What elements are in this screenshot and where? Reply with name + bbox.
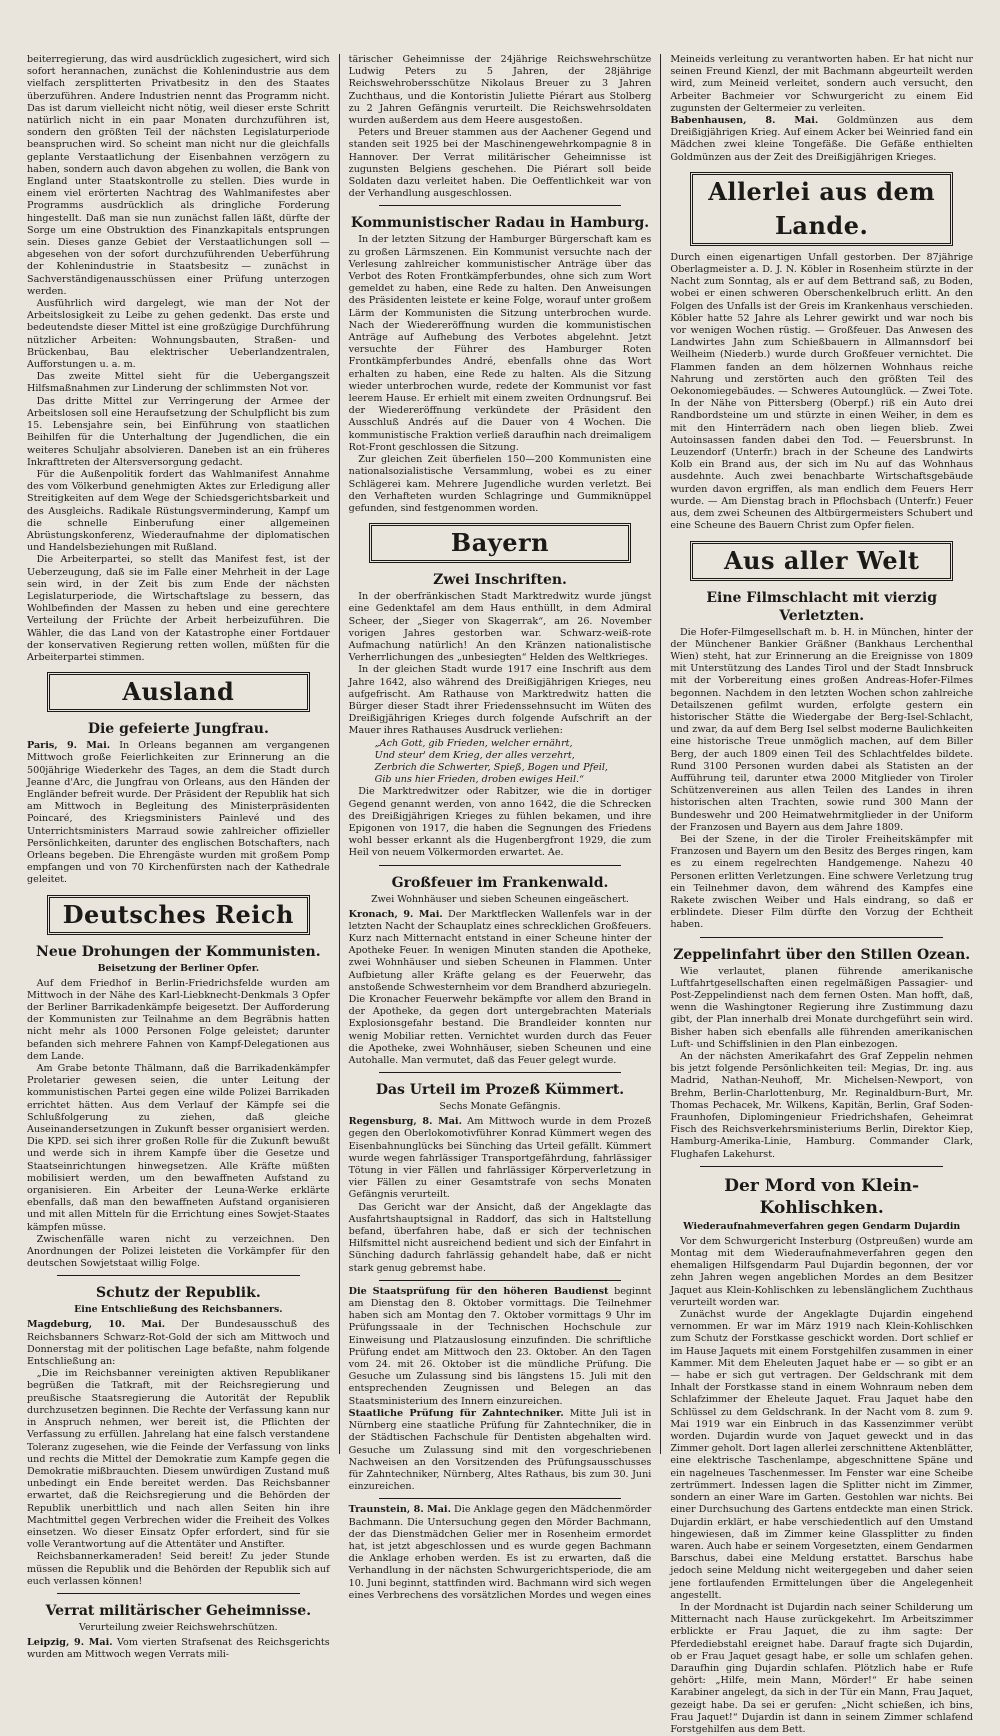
column-right (660, 54, 982, 1735)
paragraph-text: Zunächst wurde der Angeklagte Dujardin eingehend vernommen. Er war im März 1919 nach Klein-Kohlischken zum Schutz der Forstkasse geschickt worden. Dort schlief er im Hause Jaquets mit einem Forstgehilfen zusammen in einer Kammer. Mit dem Eheleuten Jaquet habe er — so gibt er an — habe er sich gut vertragen. Der Geldschrank mit dem Inhalt der Forstkasse stand in einem Wohnraum neben dem Schlafzimmer der Eheleute Jaquet. Frau Jaquet habe den Schlüssel zu dem Geldschrank. In der Nacht vom 8. zum 9. Mai 1919 war ein Einbruch in das Kassenzimmer verübt worden. Dujardin wurde von Jaquet geweckt und in das Zimmer geholt. Dort lagen allerlei zerschnittene Aktenblätter, eine elektrische Taschenlampe, abgeschnittene Späne und ein nagelneues Taschenmesser. Im Fenster war eine Scheibe zertrümmert. Indessen lagen die Splitter nicht im Zimmer, sondern an einer Ware im Garten. Gestohlen war nichts. Bei einer Durchsuchung des Gartens entdeckte man einen Strick. Dujardin erklärt, er habe verschiedentlich auf den Umstand hingewiesen, daß im Zimmer keine Glassplitter zu finden waren. Auch habe er seinem Vorgesetzten, einem Gendarmen Barschus, dabei eine Meldung erstattet. Barschus habe jedoch seine Meldung nicht weitergegeben und daher seien jene fortlaufenden Ermittelungen über die Angelegenheit angestellt. (670, 1309, 974, 1601)
verse-line: Zerbrich die Schwerter, Spieß, Bogen und Pfeil, (374, 761, 608, 773)
paragraph-text: tärischer Geheimnisse der 24jährige Reichswehrschütze Ludwig Peters zu 5 Jahren, der 28jährige Reichswehrobersschütze Nikolaus Breuer zu 3 Jahren Zuchthaus, und die Kontoristin Juliette Piérart aus Stolberg zu 2 Jahren Gefängnis verurteilt. Die Reichswehrsoldaten wurden außerdem aus dem Heere ausgestoßen. (348, 54, 652, 127)
paragraph-text: Der Marktflecken Wallenfels war in der letzten Nacht der Schauplatz eines schrecklichen Großfeuers. Kurz nach Mitternacht entstand in einer Scheune hinter der Apotheke Feuer. In wenigen Minuten standen die Apotheke, zwei Wohnhäuser und sieben Scheunen in Flammen. Unter Aufbietung aller Kräfte gelang es der Feuerwehr, das anstoßende Schwesternheim vor dem Brandherd abzuriegeln. Die Kronacher Feuerwehr bekämpfte vor allem den Brand in der Apotheke, da gegen dort untergebrachten Materials Explosionsgefahr bestand. Die Brandleider konnten nur wenig Mobiliar retten. Vernichtet wurden durch das Feuer die Apotheke, zwei Wohnhäuser, sieben Scheunen und eine Autohalle. Man vermutet, daß das Feuer gelegt wurde. (348, 908, 652, 1067)
article-paragraph (670, 54, 973, 115)
article-subheadline: Sechs Monate Gefängnis. (439, 1101, 561, 1113)
paragraph-text: Mitte Juli ist in Nürnberg eine staatliche Prüfung für Zahntechniker, die in der Städtischen Fachschule für Dentisten abgehalten wird. Gesuche um Zulassung sind mit den vorgeschriebenen Nachweisen an den Vorsitzenden des Prüfungsausschusses für Zahntechniker, Nürnberg, Altes Rathaus, bis zum 30. Juni einzureichen. (348, 1407, 652, 1493)
paragraph-text: Zur gleichen Zeit überfielen 150—200 Kommunisten eine nationalsozialistische Versammlung, wobei es zu einer Schlägerei kam. Mehrere Jugendliche wurden verletzt. Bei den Verhafteten wurden Schlagringe und Gummiknüppel gefunden, sind festgenommen worden. (348, 454, 652, 514)
paragraph-text: Am Mittwoch wurde in dem Prozeß gegen den Oberlokomotivführer Konrad Kümmert wegen des Eisenbahnunglücks bei Sünching das Urteil gefällt. Kümmert wurde wegen fahrlässiger Transportgefährdung, fahrlässiger Tötung in vier Fällen und fahrlässiger Körperverletzung in vier Fällen zu einer Gesamtstrafe von sechs Monaten Gefängnis verurteilt. (348, 1116, 652, 1201)
dateline: Die Staatsprüfung für den höheren Baudienst (348, 1285, 609, 1297)
paragraph-text: Vom vierten Strafsenat des Reichsgerichts wurden am Mittwoch wegen Verrats mili- (27, 1636, 330, 1661)
article-headline: Großfeuer im Frankenwald. (391, 874, 609, 891)
article-paragraph (349, 1504, 652, 1602)
section-heading: Aus aller Welt (690, 541, 953, 581)
article-paragraph (27, 978, 330, 1063)
dateline: Kronach, 9. Mai. (348, 908, 443, 920)
article-paragraph (27, 1234, 330, 1271)
article-divider (700, 937, 943, 938)
paragraph-text: Die Arbeiterpartei, so stellt das Manifest fest, ist der Ueberzeugung, daß sie im Falle einer Mehrheit in der Lage sein wird, in der Zeit bis zum Ende der nächsten Legislaturperiode, die Wirtschaftslage zu bessern, das Wohlbefinden der Massen zu heben und eine gerechtere Verteilung der Früchte der Arbeit herbeizuführen. Die Wähler, die das Land von der Katastrophe einer Fortdauer der konservativen Regierung retten wollen, müßten für die Arbeiterpartei stimmen. (27, 554, 330, 663)
article-paragraph (27, 469, 330, 554)
article-paragraph (349, 1202, 652, 1275)
verse-line: Gib uns hier Frieden, droben ewiges Heil.“ (374, 774, 585, 786)
article-paragraph (670, 115, 973, 164)
article-paragraph (27, 1637, 330, 1661)
article-paragraph (670, 627, 973, 834)
paragraph-text: Das Gericht war der Ansicht, daß der Angeklagte das Ausfahrtshauptsignal in Raddorf, das sich in Haltstellung befand, überfahren habe, daß er sich der technischen Hilfsmittel nicht ausreichend bedient und sich der Einfahrt in Sünching dadurch fahrlässig gehandelt habe, daß er nicht stark genug gebremst habe. (348, 1201, 652, 1274)
article-headline: Neue Drohungen der Kommunisten. (36, 943, 321, 960)
article-headline: Schutz der Republik. (95, 1285, 261, 1302)
dateline: Regensburg, 8. Mai. (348, 1116, 462, 1128)
paragraph-text: Vor dem Schwurgericht Insterburg (Ostpreußen) wurde am Montag mit dem Wiederaufnahmeverfahren gegen den ehemaligen Hilfsgendarm Paul Dujardin begonnen, der vor zehn Jahren wegen angeblichen Mordes an dem Besitzer Jaquet aus Klein-Kohlischken zu lebenslänglichem Zuchthaus verurteilt worden war. (670, 1235, 974, 1308)
article-divider (379, 205, 622, 206)
article-paragraph (27, 1063, 330, 1234)
article-paragraph (349, 591, 652, 664)
article-headline: Verrat militärischer Geheimnisse. (45, 1602, 312, 1619)
article-paragraph (349, 1116, 652, 1201)
article-paragraph (27, 554, 330, 664)
article-paragraph (27, 371, 330, 395)
article-divider (57, 1275, 300, 1276)
paragraph-text: Das zweite Mittel sieht für die Uebergangszeit Hilfsmaßnahmen zur Linderung der schlimmsten Not vor. (27, 371, 330, 395)
article-paragraph (670, 966, 973, 1051)
article-divider (379, 1072, 622, 1073)
dateline: Leipzig, 9. Mai. (27, 1636, 113, 1648)
article-paragraph (670, 834, 973, 932)
dateline: Babenhausen, 8. Mai. (670, 115, 819, 127)
article-paragraph (349, 786, 652, 859)
paragraph-text: Die Hofer-Filmgesellschaft m. b. H. in München, hinter der der Münchener Bankier Gräßner (Bankhaus Lerchenthal Wien) steht, hat zur Erinnerung an die Ereignisse von 1809 mit Unterstützung des Landes Tirol und der Stadt Innsbruck mit der Vorbereitung eines großen Andreas-Hofer-Filmes begonnen. Nachdem in den letzten Wochen schon zahlreiche Detailszenen gefilmt wurden, erfolgte gestern ein historischer Stätte die Wiedergabe der Berg-Isel-Schlacht, und zwar, da auf dem Berg Isel selbst moderne Baulichkeiten eine historische Treue unmöglich machen, auf dem Biller Berg, der auch 1809 einen Teil des Schlachtfeldes bildete. Rund 3100 Personen wurden dabei als Statisten an der Aufführung teil, darunter etwa 2000 Mitglieder von Tiroler Schützenvereinen aus allen Teilen des Landes in ihren historischen alten Trachten, sowie rund 300 Mann der Bundeswehr und 200 Heimatwehrmitglieder in der Uniform der Franzosen und Bayern aus dem Jahre 1809. (670, 626, 974, 833)
paragraph-text: Zwischenfälle waren nicht zu verzeichnen. Den Anordnungen der Polizei leisteten die Vorkämpfer für den deutschen Sowjetstaat willig Folge. (27, 1233, 330, 1270)
article-headline: Der Mord von Klein-Kohlischken. (724, 1175, 920, 1218)
paragraph-text: Bei der Szene, in der die Tiroler Freiheitskämpfer mit Franzosen und Bayern um den Besitz des Berges ringen, kam es zu einem regelrechten Handgemenge. Nahezu 40 Personen erlitten Verletzungen. Eine schwere Verletzung trug ein Teilnehmer davon, dem während des Kampfes eine Rakete zwischen Weiber und Hals eindrang, so daß er erblindete. Dieser Film dürfte den Vorzug der Echtheit haben. (670, 833, 974, 931)
paragraph-text: Peters und Breuer stammen aus der Aachener Gegend und standen seit 1925 bei der Maschinengewehrkompagnie 8 in Hannover. Der Verrat militärischer Geheimnisse ist zugunsten Belgiens geschehen. Die Piérart soll beide Soldaten dazu verleitet haben. Die Oeffentlichkeit war von der Verhandlung ausgeschlossen. (348, 127, 652, 200)
article-paragraph (27, 1551, 330, 1588)
article-divider (379, 1280, 622, 1281)
dateline: Staatliche Prüfung für Zahntechniker. (348, 1407, 564, 1419)
article-paragraph (349, 1408, 652, 1493)
article-paragraph (670, 1602, 973, 1736)
article-paragraph (27, 298, 330, 371)
article-paragraph (349, 664, 652, 737)
paragraph-text: Für die Außenpolitik fordert das Wahlmanifest Annahme des vom Völkerbund genehmigten Aktes zur Erledigung aller Streitigkeiten auf dem Wege der Schiedsgerichtsbarkeit und des Ausgleichs. Radikale Rüstungsverminderung, Kampf um die schnelle Einberufung einer allgemeinen Abrüstungskonferenz, Wiederaufnahme der diplomatischen und Handelsbeziehungen mit Rußland. (27, 468, 330, 554)
article-paragraph (670, 252, 973, 533)
paragraph-text: Das dritte Mittel zur Verringerung der Armee der Arbeitslosen soll eine Heraufsetzung der Schulpflicht bis zum 15. Lebensjahre sein, bei Einführung von staatlichen Beihilfen für die Unterhaltung der Jugendlichen, die ein weiteres Schuljahr absolvieren. Daneben ist an ein früheres Inkrafttreten der Altersversorgung gedacht. (27, 395, 330, 468)
article-subheadline: Beisetzung der Berliner Opfer. (97, 962, 260, 974)
paragraph-text: Ausführlich wird dargelegt, wie man der Not der Arbeitslosigkeit zu Leibe zu gehen gedenkt. Das erste und bedeutendste dieser Mittel ist eine großzügige Durchführung nützlicher Arbeiten: Wohnungsbauten, Straßen- und Brückenbau, Bau elektrischer Ueberlandzentralen, Aufforstungen u. a. m. (27, 298, 330, 371)
article-subheadline: Wiederaufnahmeverfahren gegen Gendarm Dujardin (683, 1220, 961, 1232)
section-heading: Deutsches Reich (47, 895, 310, 935)
paragraph-text: Der Bundesausschuß des Reichsbanners Schwarz-Rot-Gold der sich am Mittwoch und Donnerstag mit der politischen Lage befaßte, nahm folgende Entschließung an: (27, 1319, 330, 1368)
column-middle (339, 54, 661, 1601)
article-headline: Eine Filmschlacht mit vierzig Verletzten. (706, 589, 937, 624)
article-divider (57, 1593, 300, 1594)
article-paragraph (27, 1368, 330, 1551)
article-paragraph (670, 1236, 973, 1309)
article-paragraph (27, 1319, 330, 1368)
paragraph-text: Goldmünzen aus dem Dreißigjährigen Krieg. Auf einem Acker bei Weinried fand ein Mädchen zwei kleine Tongefäße. Die Gefäße enthielten Goldmünzen aus der Zeit des Dreißigjährigen Krieges. (670, 115, 974, 163)
paragraph-text: Auf dem Friedhof in Berlin-Friedrichsfelde wurden am Mittwoch in der Nähe des Karl-Liebknecht-Denkmals 3 Opfer der Berliner Barrikadenkämpfe beigesetzt. Der Aufforderung der Kommunisten zur Teilnahme an dem Begräbnis hatten nicht mehr als 1000 Personen Folge geleistet; darunter befanden sich mehrere Fahnen von Kampf-Delegationen aus dem Lande. (27, 977, 330, 1062)
article-paragraph (349, 909, 652, 1068)
article-headline: Zeppelinfahrt über den Stillen Ozean. (673, 946, 971, 963)
paragraph-text: An der nächsten Amerikafahrt des Graf Zeppelin nehmen bis jetzt folgende Persönlichkeiten teil: Megias, Dr. ing. aus Madrid, Nathan-Neuhoff, Mr. Michelsen-Newport, von Brehm, Berlin-Charlottenburg, Mr. Reginaldburn-Burt, Mr. Thomas Pechacek, Mr. Wilkens, Kapitän, Berlin, Graf Soden-Fraunhofen, Diplomingenieur Friedrichshafen, Geheimrat Fisch des Reichsverkehrsministeriums Berlin, Direktor Kiep, Hamburg-Amerika-Linie, Hamburg. Commander Clark, Flughafen Lakehurst. (670, 1051, 974, 1160)
article-headline: Zwei Inschriften. (433, 572, 567, 589)
section-heading: Ausland (47, 672, 310, 712)
paragraph-text: Reichsbannerkameraden! Seid bereit! Zu jeder Stunde müssen die Republik und die Behörden der Republik sich auf euch verlassen können! (27, 1551, 330, 1587)
paragraph-text: Durch einen eigenartigen Unfall gestorben. Der 87jährige Oberlagmeister a. D. J. N. Köbler in Rosenheim stürzte in der Nacht zum Sonntag, als er auf dem Bettrand saß, zu Boden, wobei er einen schweren Oberschenkelbruch erlitt. An den Folgen des Unfalls ist der Greis im Krankenhaus verschieden. Köbler hatte 52 Jahre als Lehrer gewirkt und war noch bis vor wenigen Wochen rüstig. — Großfeuer. Das Anwesen des Landwirtes Jahn zum Schießbauern in Allmannsdorf bei Weilheim (Niederb.) wurde durch Großfeuer vernichtet. Die Flammen fanden an dem hölzernen Wohnhaus reiche Nahrung und zerstörten auch den größten Teil des Oekonomiegebäudes. — Schweres Autounglück. — Zwei Tote. In der Nähe von Pittersberg (Oberpf.) riß ein Auto drei Randbordsteine um und stürzte in einen Weiher, in dem es mit den Hinterrädern nach oben liegen blieb. Zwei Autoinsassen fanden dabei den Tod. — Feuersbrunst. In Leuzendorf (Unterfr.) brach in der Scheune des Landwirts Kolb ein Brand aus, der sich im Nu auf das Wohnhaus ausdehnte. Auch zwei benachbarte Wirtschaftsgebäude wurden davon ergriffen, als man endlich dem Feuers Herr wurde. — Am Dienstag brach in Pflochsbach (Unterfr.) Feuer aus, dem zwei Scheunen des Altbürgermeisters Schubert und eine Scheune des Bauern Christ zum Opfer fielen. (670, 251, 974, 532)
article-headline: Kommunistischer Radau in Hamburg. (350, 215, 650, 232)
article-subheadline: Zwei Wohnhäuser und sieben Scheunen eingeäschert. (371, 893, 629, 905)
article-subheadline: Eine Entschließung des Reichsbanners. (74, 1304, 283, 1316)
verse-line: „Ach Gott, gib Frieden, welcher ernährt, (374, 737, 573, 749)
section-heading: Bayern (369, 523, 632, 563)
dateline: Paris, 9. Mai. (27, 740, 111, 752)
paragraph-text: In der gleichen Stadt wurde 1917 eine Inschrift aus dem Jahre 1642, also während des Dreißigjährigen Krieges, neu aufgefrischt. Am Rathause von Marktredwitz hatten die Bürger dieser Stadt ihrer Friedenssehnsucht im Wüten des Dreißigjährigen Krieges durch folgende Aufschrift an der Mauer ihres Rathauses Ausdruck verliehen: (348, 664, 652, 737)
article-divider (700, 1166, 943, 1167)
paragraph-text: Am Grabe betonte Thälmann, daß die Barrikadenkämpfer Proletarier gewesen seien, die unter Leitung der kommunistischen Partei gegen eine wilde Polizei Barrikaden errichtet hätten. Aus dem Verlauf der Kämpfe sei die Schlußfolgerung zu ziehen, daß gleiche Auseinandersetzungen in Zukunft besser organisiert werden. Die KPD. sei sich ihrer großen Rolle für die Zukunft bewußt und werde sich in ihrem Kampfe über die Gesetze und Staatseinrichtungen hinwegsetzen. Alle Kräfte müßten mobilisiert werden, um den bewaffneten Aufstand zu organisieren. Ein Arbeiter der Leuna-Werke erklärte ebenfalls, daß man den bewaffneten Aufstand organisieren und mit allen Mitteln für die Errichtung eines Sowjet-Staates kämpfen müsse. (27, 1063, 330, 1233)
article-paragraph (349, 127, 652, 200)
article-divider (379, 865, 622, 866)
paragraph-text: Die Anklage gegen den Mädchenmörder Bachmann. Die Untersuchung gegen den Mörder Bachmann, der das Dienstmädchen Gelier mer in Rosenheim ermordet hat, ist jetzt abgeschlossen und es wurde gegen Bachmann die Anklage erhoben werden. Es ist zu erwarten, daß die Verhandlung in der nächsten Schwurgerichtsperiode, die am 10. Juni beginnt, stattfinden wird. Bachmann wird sich wegen eines Verbrechens des vorsätzlichen Mordes und wegen eines (348, 1504, 652, 1601)
article-paragraph (349, 1286, 652, 1408)
article-paragraph (349, 54, 652, 127)
article-paragraph (670, 1309, 973, 1602)
column-left (18, 54, 339, 1661)
paragraph-text: beginnt am Dienstag den 8. Oktober vormittags. Die Teilnehmer haben sich am Montag den 7. Oktober vormittags 9 Uhr im Prüfungssaale in der Technischen Hochschule zur Einweisung und Platzauslosung einzufinden. Die schriftliche Prüfung endet am Mittwoch den 23. Oktober. An den Tagen vom 24. mit 26. Oktober ist die mündliche Prüfung. Die Gesuche um Zulassung sind bis längstens 15. Juli mit den entsprechenden Zeugnissen und Belegen an das Staatsministerium des Innern einzureichen. (348, 1285, 652, 1407)
article-paragraph (349, 454, 652, 515)
paragraph-text: In der oberfränkischen Stadt Marktredwitz wurde jüngst eine Gedenktafel am dem Haus enthüllt, in dem Admiral Scheer, der „Sieger von Skagerrak“, am 26. November vorigen Jahres gestorben war. Schwarz-weiß-rote Aufmachung natürlich! An den Kränzen nationalistische Verherrlichungen des „unbesiegten“ Helden des Weltkrieges. (348, 591, 652, 664)
article-paragraph (27, 54, 330, 298)
paragraph-text: Die Marktredwitzer oder Rabitzer, wie die in dortiger Gegend genannt werden, von anno 1642, die die Schrecken des Dreißigjährigen Krieges zu fühlen bekamen, und ihre Epigonen von 1917, die haben die Segnungen des Friedens wohl besser erkannt als die Hugenbergfront 1929, die zum Heil von neuem Völkermorden erwartet. Ae. (348, 786, 652, 859)
paragraph-text: In Orleans begannen am vergangenen Mittwoch große Feierlichkeiten zur Erinnerung an die 500jährige Wiederkehr des Tages, an dem die Stadt durch Jeanne d'Arc, die Jungfrau von Orleans, aus den Händen der Engländer befreit wurde. Der Präsident der Republik hat sich am Mittwoch in Begleitung des Ministerpräsidenten Poincaré, des Kriegsministers Painlevé und des Unterrichtsministers Marraud sowie zahlreicher offizieller Persönlichkeiten, darunter des englischen Botschafters, nach Orleans begeben. Die Ehrengäste wurden mit großem Pomp empfangen und von 70 Kirchenfürsten nach der Kathedrale geleitet. (27, 740, 330, 886)
article-paragraph (27, 740, 330, 886)
paragraph-text: Meineids verleitung zu verantworten haben. Er hat nicht nur seinen Freund Kienzl, der mit Bachmann abgeurteilt werden wird, zum Meineid verleitet, sondern auch versucht, den Arbeiter Bachmeier vor Schwurgericht zu einem Eid zugunsten der Geltermeier zu verleiten. (670, 54, 974, 114)
verse-line: Und steur' dem Krieg, der alles verzehrt, (374, 749, 575, 761)
paragraph-text: Wie verlautet, planen führende amerikanische Luftfahrtgesellschaften einen regelmäßigen Passagier- und Post-Zeppelindienst nach dem fernen Osten. Man hofft, daß, wenn die Washingtoner Regierung ihre Zustimmung dazu gibt, der Plan innerhalb drei Monate durchgeführt sein wird. Bisher haben sich ebenfalls alle führenden amerikanischen Luft- und Schiffslinien in den Plan einbezogen. (670, 965, 974, 1050)
section-heading: Allerlei aus dem Lande. (690, 172, 953, 246)
paragraph-text: In der Mordnacht ist Dujardin nach seiner Schilderung um Mitternacht nach Hause zurückgekehrt. Im Arbeitszimmer erblickte er Frau Jaquet, die zu ihm sagte: Der Pferdediebstahl ereignet habe. Darauf fragte sich Dujardin, ob er Frau Jaquet gesagt habe, er solle um schlafen gehen. Daraufhin ging Dujardin schlafen. Plötzlich habe er Rufe gehört: „Hilfe, mein Mann, Mörder!“ Er habe seinen Karabiner angelegt, da sich in der Tür ein Mann, Frau Jaquet, gezeigt habe. Da sei er gerufen: „Nicht schießen, ich bins, Frau Jaquet!“ Dujardin ist dann in seinem Zimmer schlafend Forstgehilfen aus dem Bett. (670, 1601, 974, 1735)
article-headline: Das Urteil im Prozeß Kümmert. (375, 1082, 625, 1099)
article-headline: Die gefeierte Jungfrau. (87, 721, 269, 738)
article-divider (379, 1498, 622, 1499)
column-container (18, 54, 982, 1735)
dateline: Traunstein, 8. Mai. (348, 1504, 451, 1516)
article-paragraph (670, 1051, 973, 1161)
paragraph-text: In der letzten Sitzung der Hamburger Bürgerschaft kam es zu großen Lärmszenen. Ein Kommunist versuchte nach der Verlesung zahlreicher kommunistischer Anträge über das Verbot des Roten Frontkämpferbundes, ohne sich zum Wort gemeldet zu haben, eine Rede zu halten. Den Anweisungen des Präsidenten leistete er keine Folge, worauf unter großem Lärm der Kommunisten die Sitzung unterbrochen wurde. Nach der Wiedereröffnung wurden die kommunistischen Anträge auf Aufhebung des Verbotes abgelehnt. Jetzt versuchte der Führer des Hamburger Roten Frontkämpferbundes André, ebenfalls ohne das Wort erhalten zu haben, eine Rede zu halten. Als die Sitzung wieder unterbrochen wurde, redete der Kommunist vor fast leerem Hause. Er erhielt mit einem zweiten Ordnungsruf. Bei der Wiedereröffnung verkündete der Präsident den Ausschluß Andrés auf die Dauer von 4 Wochen. Die kommunistische Fraktion verließ daraufhin nach dreimaligem Rot-Front geschlossen die Sitzung. (348, 234, 652, 453)
paragraph-text: „Die im Reichsbanner vereinigten aktiven Republikaner begrüßen die Tatkraft, mit der Reichsregierung und preußische Staatsregierung die Autorität der Republik durchzusetzen beginnen. Die Rechte der Verfassung kann nur in Anspruch nehmen, wer bereit ist, die Pflichten der Verfassung zu erfüllen. Jahrelang hat eine falsch verstandene Toleranz zugesehen, wie die Feinde der Verfassung von links und rechts die Mittel der Demokratie zum Kampfe gegen die Demokratie mißbrauchten. Diesem unwürdigen Zustand muß unbedingt ein Ende bereitet werden. Das Reichsbanner erwartet, daß die Reichsregierung und die Behörden der Republik unerbittlich und nach allen Seiten hin ihre Machtmittel gegen Verbrechen wider die Freiheit des Volkes einsetzen. Wo dieser Einsatz Opfer erfordert, sind für sie volle Verantwortung auf die Attentäter und Anstifter. (27, 1368, 330, 1551)
paragraph-text: beiterregierung, das wird ausdrücklich zugesichert, wird sich sofort herannachen, zunächst die Kohlenindustrie aus dem vielfach zersplitterten Privatbesitz in den des Staates überzuführen. Andere Industrien nennt das Programm nicht. Das ist darum vielleicht nicht nötig, weil dieser erste Schritt natürlich nicht in ein paar Monaten durchzuführen ist, sondern den größten Teil der nächsten Legislaturperiode beanspruchen wird. So scheint man nicht nur die gleichfalls geplante Verstaatlichung der Eisenbahnen verzögern zu haben, sondern auch davon abgehen zu wollen, die Bank von England unter Staatskontrolle zu stellen. Dies wurde in einem viel erörterten Nachtrag des Wahlmanifestes aber Programms ausdrücklich als dringliche Forderung hingestellt. Daß man sie nun zunächst fallen läßt, dürfte der Sorge um eine Obstruktion des Finanzkapitals entsprungen sein. Dieses ganze Gebiet der Verstaatlichungen soll — abgesehen von der sofort durchzuführenden Ueberführung der Kohlenindustrie in Staatsbesitz — zunächst in Sachverständigenausschüssen einer Prüfung unterzogen werden. (27, 54, 330, 297)
article-paragraph (349, 234, 652, 454)
dateline: Magdeburg, 10. Mai. (27, 1319, 166, 1331)
article-paragraph (27, 396, 330, 469)
article-subheadline: Verurteilung zweier Reichswehrschützen. (79, 1621, 278, 1633)
